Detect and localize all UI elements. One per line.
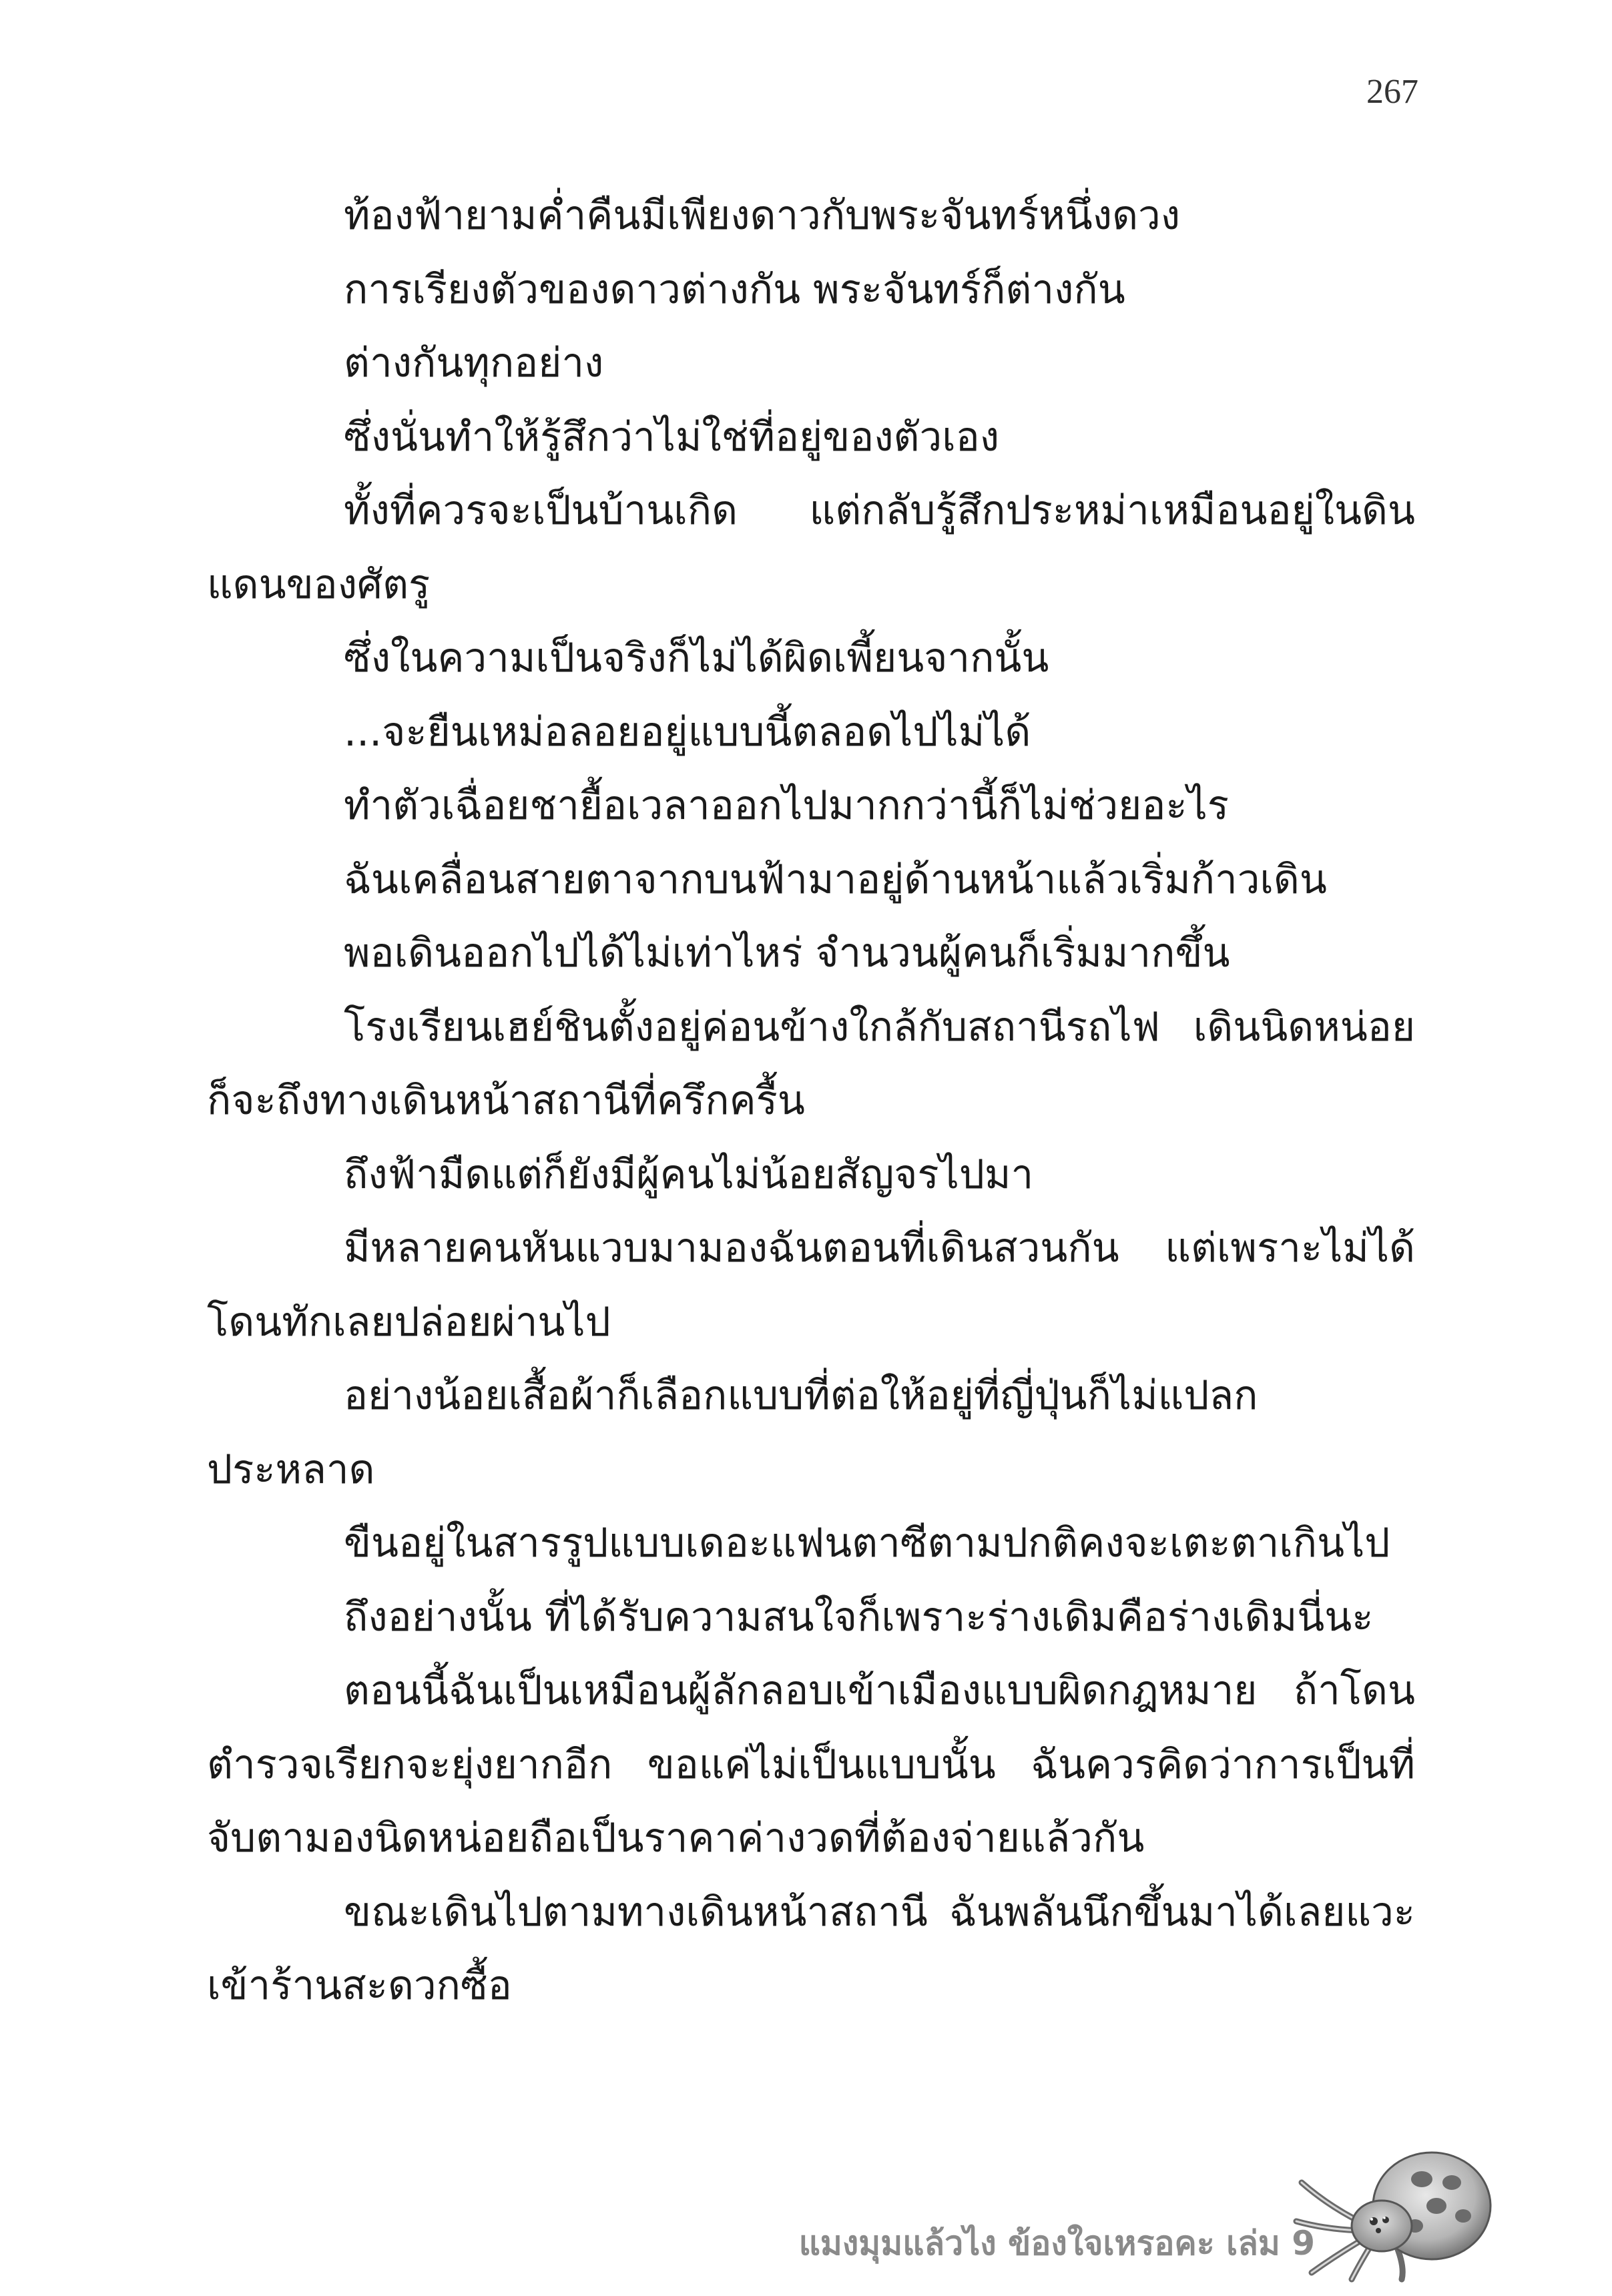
page-number: 267 [1366, 73, 1418, 111]
paragraph: ขืนอยู่ในสารรูปแบบเดอะแฟนตาซีตามปกติคงจะเตะตาเกินไป [344, 1520, 1390, 1566]
paragraph: ทำตัวเฉื่อยชายื้อเวลาออกไปมากกว่านี้ก็ไม่ช่วยอะไร [344, 782, 1229, 829]
paragraph: ถึงอย่างนั้น ที่ได้รับความสนใจก็เพราะร่างเดิมคือร่างเดิมนี่นะ [344, 1593, 1374, 1641]
book-title: แมงมุมแล้วไง ข้องใจเหรอคะ เล่ม 9 [798, 2224, 1315, 2263]
paragraph: โรงเรียนเฮย์ชินตั้งอยู่ค่อนข้างใกล้กับสถานีรถไฟ เดินนิดหน่อยก็จะถึงทางเดินหน้าสถานีที่ครึกครื้น [207, 1003, 1415, 1124]
paragraph: ท้องฟ้ายามค่ำคืนมีเพียงดาวกับพระจันทร์หนึ่งดวง [344, 192, 1181, 239]
body-text [207, 179, 1415, 2023]
paragraph: พอเดินออกไปได้ไม่เท่าไหร่ จำนวนผู้คนก็เริ่มมากขึ้น [344, 930, 1230, 976]
paragraph: อย่างน้อยเสื้อผ้าก็เลือกแบบที่ต่อให้อยู่ที่ญี่ปุ่นก็ไม่แปลกประหลาด [207, 1372, 1258, 1493]
paragraph: มีหลายคนหันแวบมามองฉันตอนที่เดินสวนกัน แต่เพราะไม่ได้โดนทักเลยปล่อยผ่านไป [207, 1225, 1415, 1346]
footer [734, 2142, 1495, 2289]
paragraph: ถึงฟ้ามืดแต่ก็ยังมีผู้คนไม่น้อยสัญจรไปมา [344, 1151, 1034, 1198]
paragraph: ตอนนี้ฉันเป็นเหมือนผู้ลักลอบเข้าเมืองแบบผิดกฎหมาย ถ้าโดนตำรวจเรียกจะยุ่งยากอีก ขอแค่ไม่เป็นแบบนั้น ฉันควรคิดว่าการเป็นที่จับตามองนิดหน่อยถือเป็นราคาค่างวดที่ต้องจ่ายแล้วกัน [207, 1667, 1415, 1861]
paragraph: ซึ่งในความเป็นจริงก็ไม่ได้ผิดเพี้ยนจากนั้น [344, 635, 1049, 681]
paragraph: ฉันเคลื่อนสายตาจากบนฟ้ามาอยู่ด้านหน้าแล้วเริ่มก้าวเดิน [344, 856, 1327, 903]
paragraph: ขณะเดินไปตามทางเดินหน้าสถานี ฉันพลันนึกขึ้นมาได้เลยแวะเข้าร้านสะดวกซื้อ [207, 1888, 1415, 2009]
paragraph: การเรียงตัวของดาวต่างกัน พระจันทร์ก็ต่างกัน [344, 266, 1125, 313]
paragraph: ...จะยืนเหม่อลอยอยู่แบบนี้ตลอดไปไม่ได้ [344, 708, 1031, 756]
paragraph: ซึ่งนั่นทำให้รู้สึกว่าไม่ใช่ที่อยู่ของตัวเอง [344, 413, 1000, 461]
paragraph: ต่างกันทุกอย่าง [344, 340, 604, 386]
spider-icon [1288, 2142, 1495, 2283]
paragraph: ทั้งที่ควรจะเป็นบ้านเกิด แต่กลับรู้สึกประหม่าเหมือนอยู่ในดินแดนของศัตรู [207, 487, 1415, 608]
